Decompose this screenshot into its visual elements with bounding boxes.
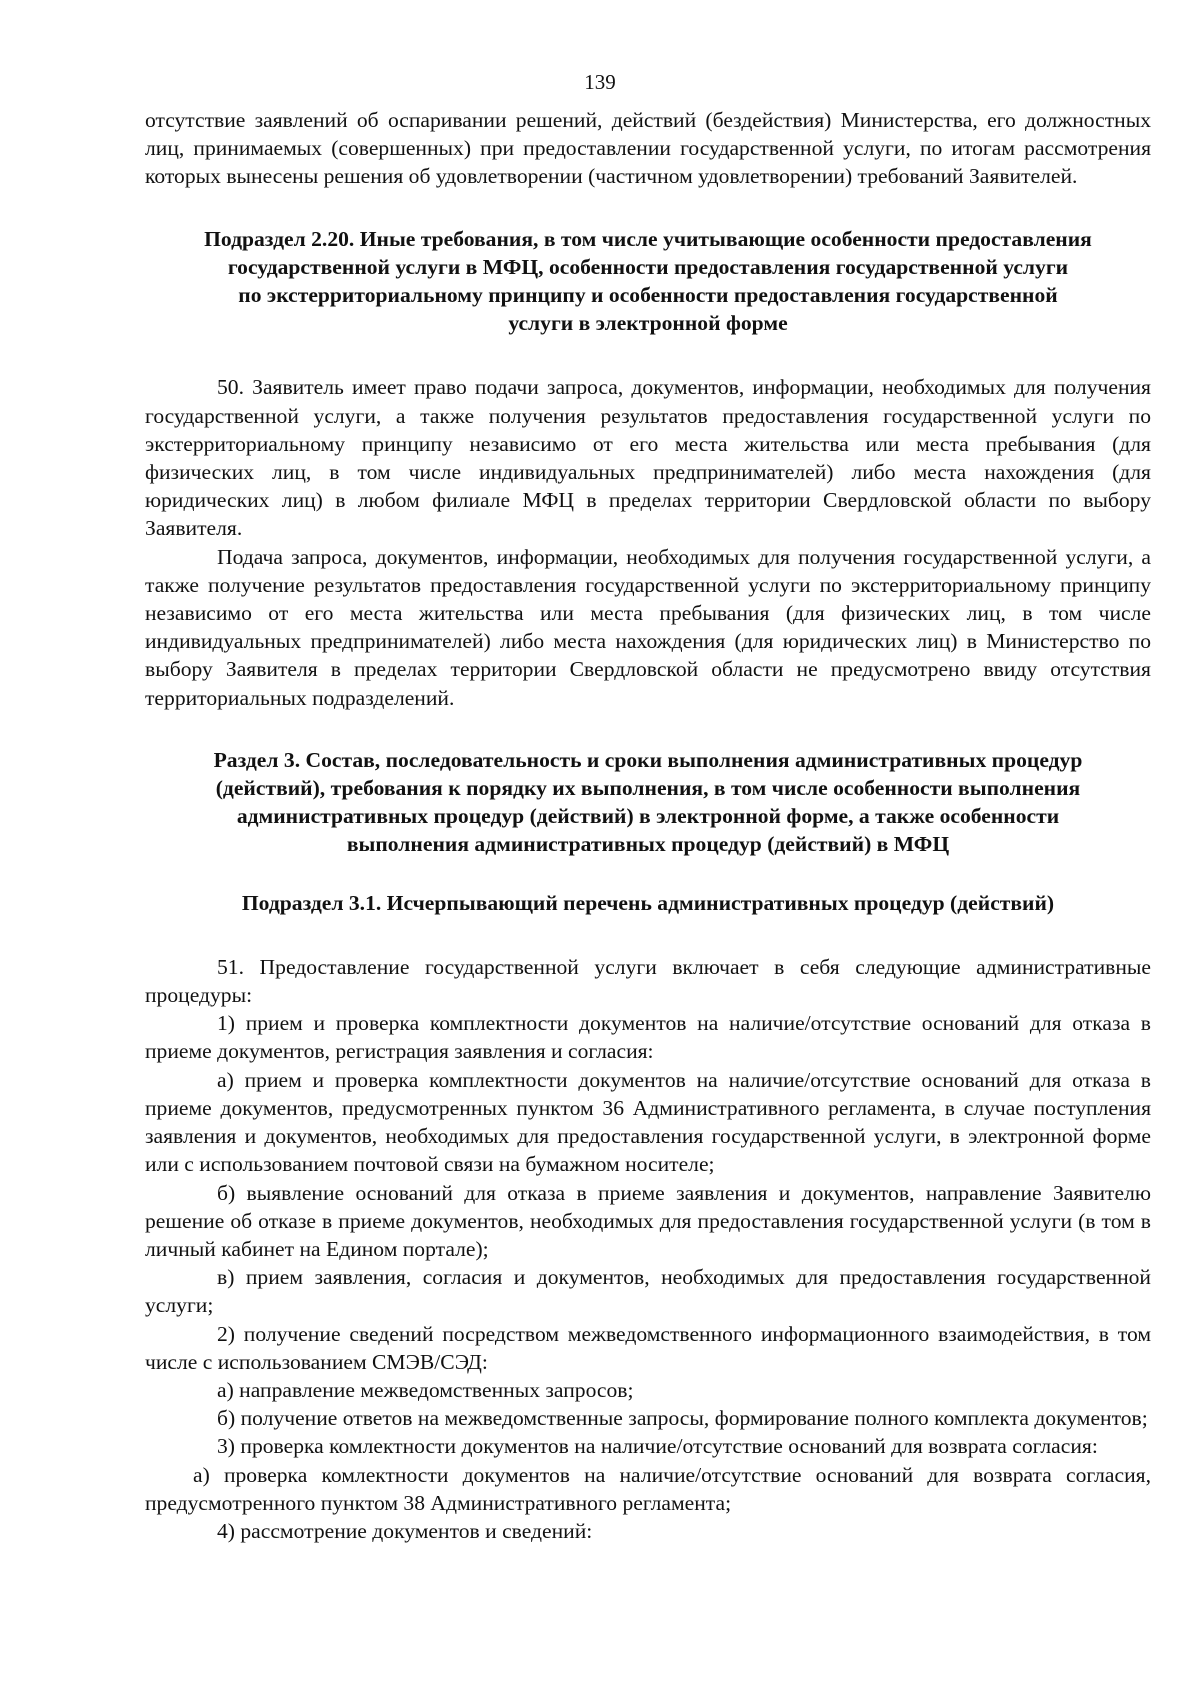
paragraph-50: 50. Заявитель имеет право подачи запроса, документов, информации, необходимых для получения государственной услуги, а также получения результатов предоставления государственной услуги по экстерриториальному принципу независимо от его места жительства или места пребывания (для физических лиц, в том числе индивидуальных предпринимателей) либо места нахождения (для юридических лиц) в любом филиале МФЦ в пределах территории Свердловской области по выбору Заявителя. bbox=[145, 375, 1151, 541]
list-item-1: 1) прием и проверка комплектности документов на наличие/отсутствие оснований для отказа в приеме документов, регистрация заявления и согласия: bbox=[145, 1011, 1151, 1064]
list-item-4: 4) рассмотрение документов и сведений: bbox=[217, 1518, 593, 1543]
paragraph-51: 51. Предоставление государственной услуги включает в себя следующие административные процедуры: bbox=[145, 954, 1151, 1008]
heading-line: по экстерриториальному принципу и особенности предоставления государственной bbox=[238, 283, 1058, 308]
heading-subsection-2-20 bbox=[145, 225, 1151, 338]
heading-subsection-3-1: Подраздел 3.1. Исчерпывающий перечень административных процедур (действий) bbox=[241, 890, 1055, 915]
page-number: 139 bbox=[584, 70, 616, 94]
list-item-3: 3) проверка комлектности документов на наличие/отсутствие оснований для возврата согласия: bbox=[217, 1434, 1098, 1459]
list-item-2b: б) получение ответов на межведомственные запросы, формирование полного комплекта документов; bbox=[217, 1406, 1148, 1431]
document-body bbox=[145, 106, 1151, 1545]
heading-line: административных процедур (действий) в электронной форме, а также особенности bbox=[236, 804, 1060, 829]
list-item-3a: а) проверка комлектности документов на наличие/отсутствие оснований для возврата согласия, предусмотренного пунктом 38 Административного регламента; bbox=[145, 1462, 1151, 1515]
heading-section-3 bbox=[145, 746, 1151, 859]
heading-line: Подраздел 2.20. Иные требования, в том числе учитывающие особенности предоставления bbox=[204, 226, 1092, 251]
list-item-1a: а) прием и проверка комплектности документов на наличие/отсутствие оснований для отказа в приеме документов, предусмотренных пунктом 36 Административного регламента, в случае поступления заявления и документов, необходимых для предоставления государственной услуги, в электронной форме или с использованием почтовой связи на бумажном носителе; bbox=[145, 1067, 1151, 1177]
heading-line: выполнения административных процедур (действий) в МФЦ bbox=[346, 832, 950, 857]
list-item-1b: б) выявление оснований для отказа в приеме заявления и документов, направление Заявителю решение об отказе в приеме документов, необходимых для предоставления государственной услуги (в том в личный кабинет на Едином портале); bbox=[145, 1180, 1151, 1261]
heading-line: (действий), требования к порядку их выполнения, в том числе особенности выполнения bbox=[215, 776, 1081, 801]
paragraph-submission: Подача запроса, документов, информации, необходимых для получения государственной услуги, а также получение результатов предоставления государственной услуги по экстерриториальному принципу независимо от его места жительства или места пребывания (для физических лиц, в том числе индивидуальных предпринимателей) либо места нахождения (для юридических лиц) в Министерство по выбору Заявителя в пределах территории Свердловской области не предусмотрено ввиду отсутствия территориальных подразделений. bbox=[145, 544, 1151, 710]
heading-line: услуги в электронной форме bbox=[508, 311, 788, 336]
paragraph-complaints: отсутствие заявлений об оспаривании решений, действий (бездействия) Министерства, его должностных лиц, принимаемых (совершенных) при предоставлении государственной услуги, по итогам рассмотрения которых вынесены решения об удовлетворении (частичном удовлетворении) требований Заявителей. bbox=[145, 108, 1151, 189]
list-item-1v: в) прием заявления, согласия и документов, необходимых для предоставления государственной услуги; bbox=[145, 1265, 1151, 1318]
list-item-2a: а) направление межведомственных запросов; bbox=[217, 1377, 634, 1402]
list-item-2: 2) получение сведений посредством межведомственного информационного взаимодействия, в том числе с использованием СМЭВ/СЭД: bbox=[145, 1321, 1151, 1374]
heading-line: Раздел 3. Состав, последовательность и сроки выполнения административных процедур bbox=[213, 747, 1083, 772]
heading-line: государственной услуги в МФЦ, особенности предоставления государственной услуги bbox=[227, 254, 1069, 279]
